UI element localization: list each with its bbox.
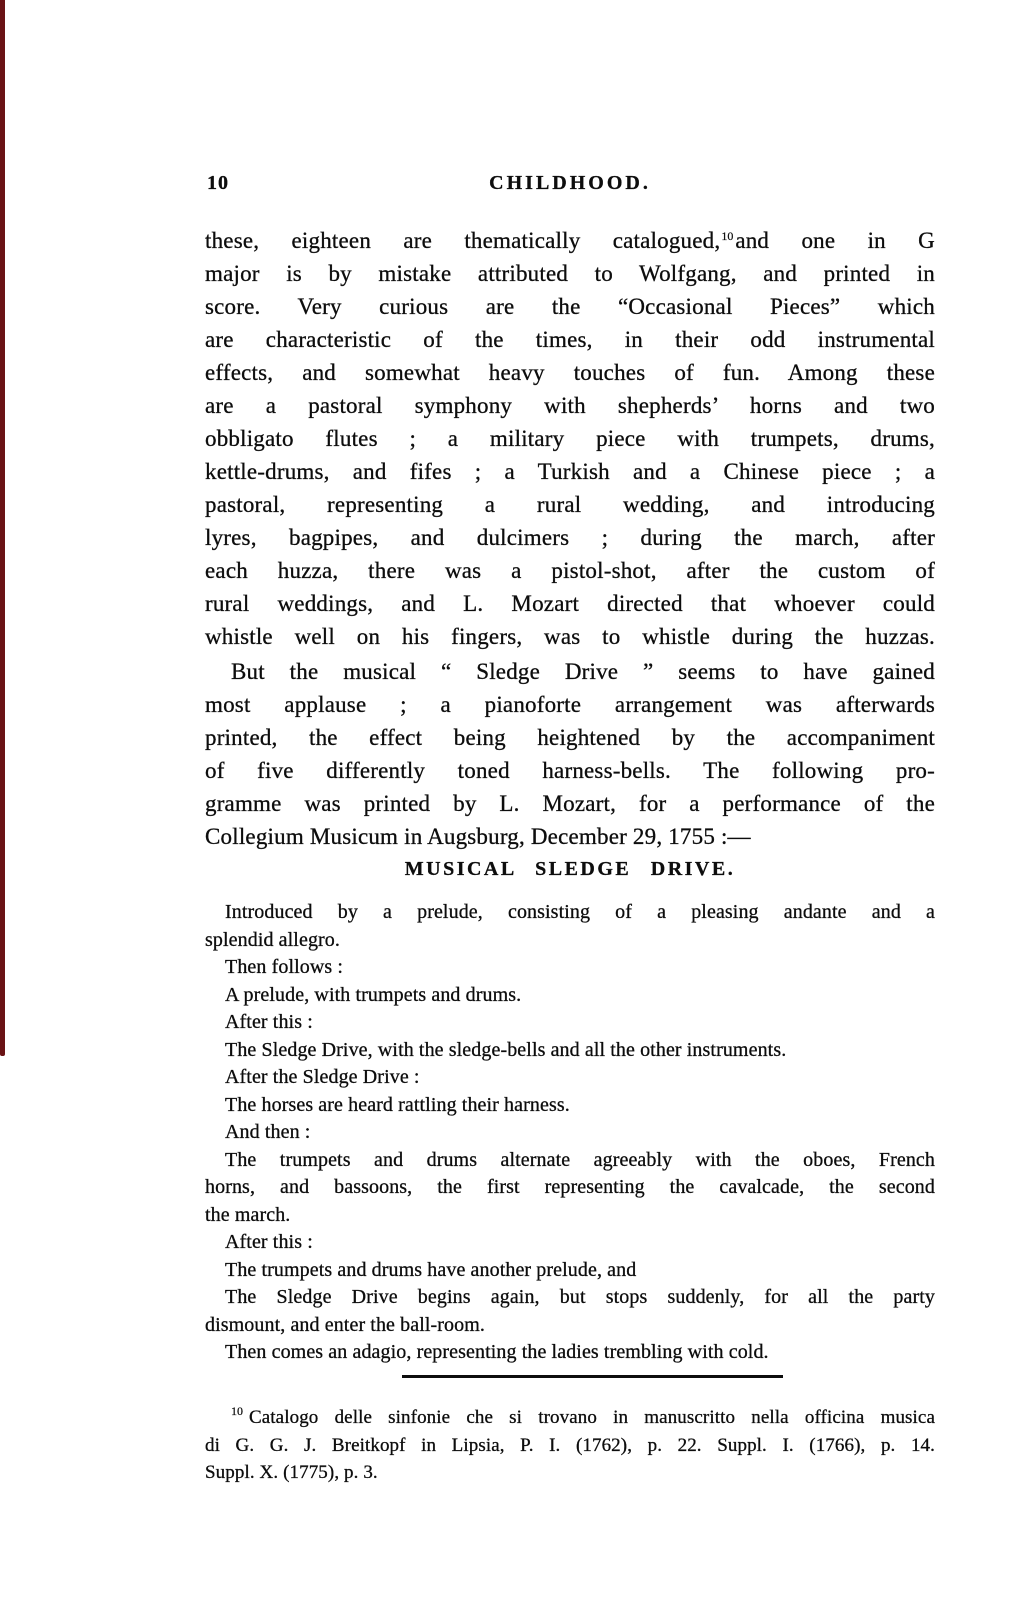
text-line: major is by mistake attributed to Wolfgang, and printed in [205,261,935,286]
programme-line: horns, and bassoons, the first representing the cavalcade, the second [205,1176,935,1198]
programme-line: The Sledge Drive, with the sledge-bells and all the other instruments. [225,1038,787,1061]
text-line: lyres, bagpipes, and dulcimers ; during the march, after [205,525,935,550]
programme-line: Introduced by a prelude, consisting of a pleasing andante and a [225,901,935,923]
text-line: But the musical “ Sledge Drive ” seems to have gained [231,659,935,684]
text-line: pastoral, representing a rural wedding, and introducing [205,492,935,517]
programme-line: A prelude, with trumpets and drums. [225,983,522,1006]
text-line: whistle well on his fingers, was to whistle during the huzzas. [205,624,935,649]
programme-line: dismount, and enter the ball-room. [205,1313,486,1336]
programme-line: The trumpets and drums alternate agreeably with the oboes, French [225,1148,935,1171]
text-line [205,224,935,257]
text-line: are characteristic of the times, in their odd instrumental [205,327,935,352]
programme-line: The Sledge Drive begins again, but stops suddenly, for all the party [225,1286,935,1308]
text-line: are a pastoral symphony with shepherds’ horns and two [205,393,935,418]
page-number: 10 [207,172,229,194]
programme-text [205,899,935,1367]
programme-line: The horses are heard rattling their harness. [225,1093,570,1116]
programme-line: After this : [225,1231,313,1253]
footnote-reference: 10 [721,229,734,243]
paragraph-2 [205,655,935,853]
text-line: printed, the effect being heightened by the accompaniment [205,725,935,750]
text-segment: these, eighteen are thematically catalogued, [205,228,721,253]
text-line: rural weddings, and L. Mozart directed that whoever could [205,591,935,616]
footnote-separator [402,1375,783,1378]
programme-line: Then follows : [225,956,344,978]
running-title: CHILDHOOD. [489,172,651,194]
footnote-line: di G. G. J. Breitkopf in Lipsia, P. I. (1762), p. 22. Suppl. I. (1766), p. 14. [205,1434,935,1456]
programme-line: After this : [225,1011,313,1033]
text-segment: and one in G [735,228,935,253]
text-line: score. Very curious are the “Occasional Pieces” which [205,294,935,319]
text-line: kettle-drums, and fifes ; a Turkish and a Chinese piece ; a [205,459,935,484]
text-line: each huzza, there was a pistol-shot, after the custom of [205,558,935,583]
scan-edge-mark [0,0,5,1056]
footnote [205,1404,935,1487]
programme-heading: MUSICAL SLEDGE DRIVE. [404,858,736,880]
text-line: of five differently toned harness-bells. The following pro- [205,758,935,783]
programme-line: After the Sledge Drive : [225,1066,420,1088]
footnote-marker: 10 [231,1404,243,1418]
text-line: effects, and somewhat heavy touches of fun. Among these [205,360,935,385]
text-line: gramme was printed by L. Mozart, for a performance of the [205,791,935,816]
text-line: obbligato flutes ; a military piece with trumpets, drums, [205,426,935,451]
programme-line: Then comes an adagio, representing the ladies trembling with cold. [225,1341,769,1363]
paragraph-1 [205,224,935,653]
programme-line: The trumpets and drums have another prelude, and [225,1258,637,1281]
programme-line: the march. [205,1203,291,1226]
footnote-line [205,1404,935,1432]
text-line: most applause ; a pianoforte arrangement was afterwards [205,692,935,717]
footnote-line: Suppl. X. (1775), p. 3. [205,1462,378,1483]
programme-line: splendid allegro. [205,928,341,951]
text-line: Collegium Musicum in Augsburg, December 29, 1755 :— [205,824,751,849]
programme-line: And then : [225,1121,311,1143]
text-segment: Catalogo delle sinfonie che si trovano in manuscritto nella officina musica [249,1407,935,1428]
running-header [205,172,935,198]
